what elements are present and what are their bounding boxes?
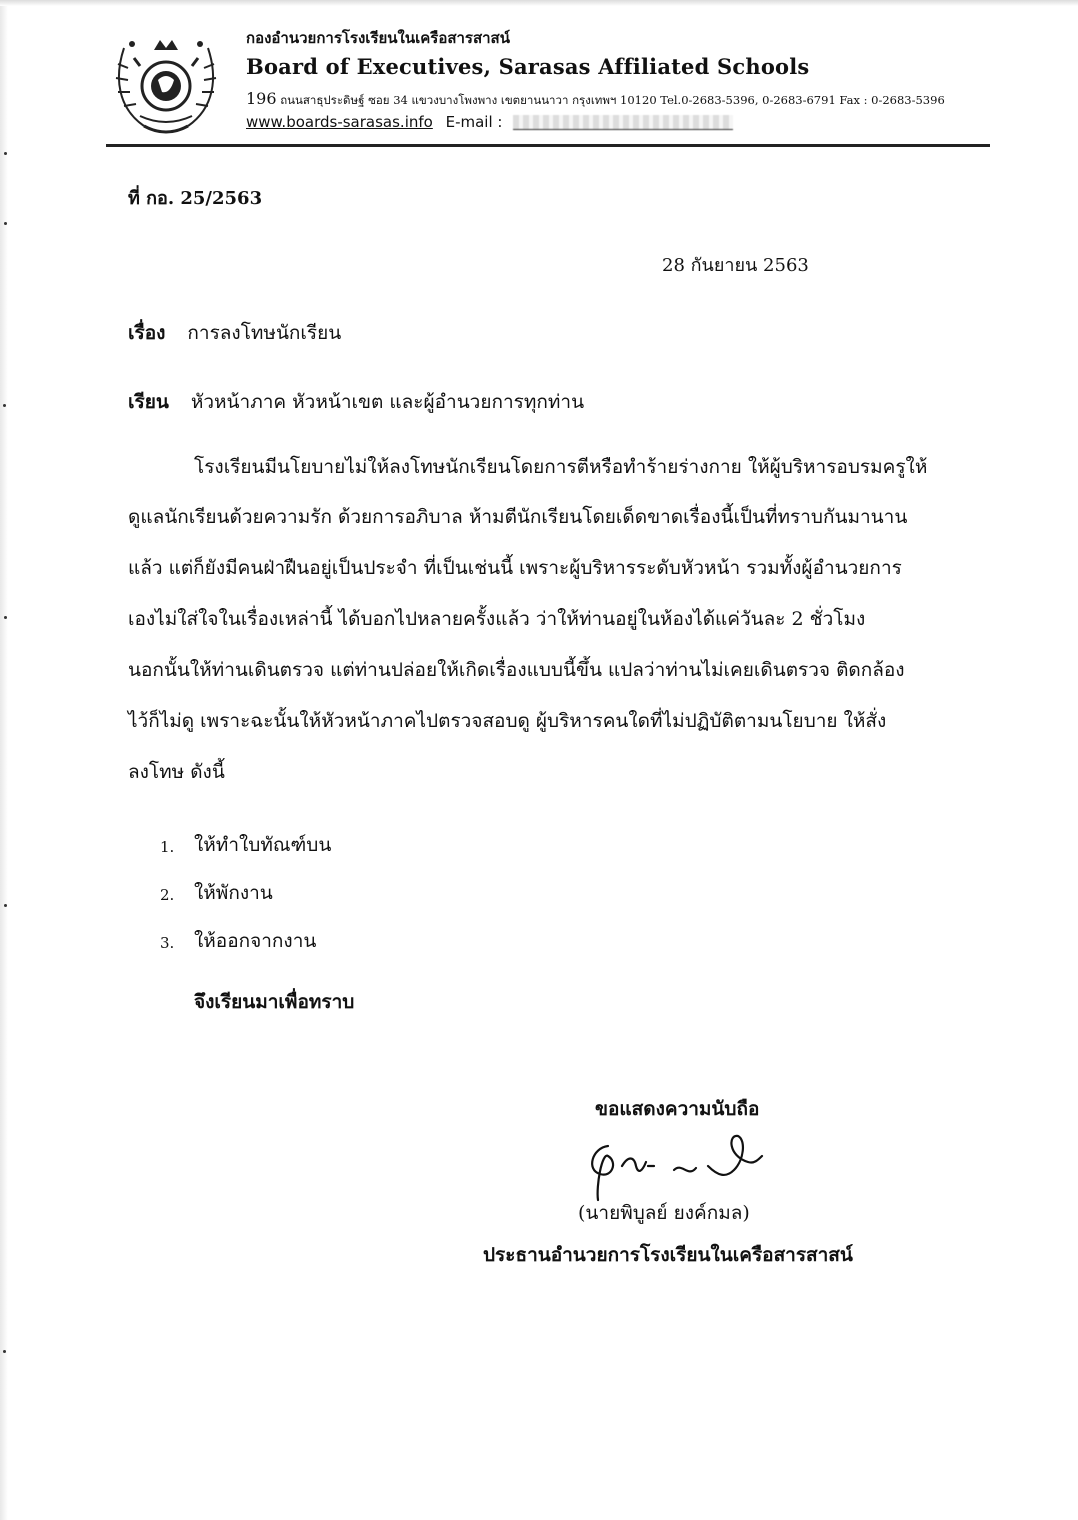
closing-line: จึงเรียนมาเพื่อทราบ [194, 991, 355, 1013]
recipient-label: เรียน [128, 391, 169, 413]
scan-speck [4, 152, 7, 155]
scan-speck [4, 222, 7, 225]
address-number: 196 [246, 89, 277, 108]
list-number: 2. [160, 886, 175, 904]
recipient-text: หัวหน้าภาค หัวหน้าเขต และผู้อำนวยการทุกท่าน [190, 391, 585, 413]
subject-text: การลงโทษนักเรียน [187, 322, 342, 344]
scan-speck [4, 904, 7, 907]
list-number: 1. [160, 838, 175, 856]
list-item: ให้ทำใบทัณฑ์บน [194, 834, 332, 856]
subject-line [128, 318, 341, 348]
list-item: ให้ออกจากงาน [194, 930, 317, 952]
scan-speck [4, 616, 7, 619]
body-line: แล้ว แต่ก็ยังมีคนฝ่าฝืนอยู่เป็นประจำ ที่เป็นเช่นนี้ เพราะผู้บริหารระดับหัวหน้า รวมทั้งผู้อำนวยการ [128, 557, 902, 579]
body-line: เองไม่ใส่ใจในเรื่องเหล่านี้ ได้บอกไปหลายครั้งแล้ว ว่าให้ท่านอยู่ในห้องได้แค่วันละ 2 ชั่วโมง [128, 608, 866, 630]
email-label: E-mail : [445, 113, 503, 131]
address-text: ถนนสาธุประดิษฐ์ ซอย 34 แขวงบางโพงพาง เขตยานนาวา กรุงเทพฯ 10120 Tel.0-2683-5396, 0-2683-6791 Fax : 0-2683-5396 [280, 93, 945, 107]
website-link[interactable]: www.boards-sarasas.info [246, 113, 433, 131]
body-line: ลงโทษ ดังนี้ [128, 761, 225, 783]
scan-speck [3, 1350, 6, 1353]
body-line: ดูแลนักเรียนด้วยความรัก ด้วยการอภิบาล ห้ามตีนักเรียนโดยเด็ดขาดเรื่องนี้เป็นที่ทราบกันมานาน [128, 506, 908, 528]
signer-title: ประธานอำนวยการโรงเรียนในเครือสารสาสน์ [483, 1244, 853, 1266]
scan-speck [3, 404, 6, 407]
document-date: 28 กันยายน 2563 [662, 255, 809, 276]
subject-label: เรื่อง [128, 322, 166, 344]
contact-line [246, 113, 733, 131]
body-line: ไว้ก็ไม่ดู เพราะฉะนั้นให้หัวหน้าภาคไปตรวจสอบดู ผู้บริหารคนใดที่ไม่ปฏิบัติตามนโยบาย ให้สั่ง [128, 710, 887, 732]
regards-line: ขอแสดงความนับถือ [595, 1098, 760, 1120]
scan-top-shadow [0, 0, 1078, 6]
letterhead-divider [106, 144, 990, 147]
email-redacted [513, 115, 733, 130]
recipient-line [128, 387, 584, 417]
org-name-thai: กองอำนวยการโรงเรียนในเครือสารสาสน์ [246, 29, 510, 47]
org-name-english: Board of Executives, Sarasas Affiliated Schools [246, 54, 810, 79]
signer-name: (นายพิบูลย์ ยงค์กมล) [578, 1202, 750, 1224]
handwritten-signature [578, 1126, 778, 1204]
school-crest-logo [104, 28, 228, 140]
list-number: 3. [160, 934, 175, 952]
body-line: โรงเรียนมีนโยบายไม่ให้ลงโทษนักเรียนโดยการตีหรือทำร้ายร่างกาย ให้ผู้บริหารอบรมครูให้ [194, 456, 928, 478]
body-line: นอกนั้นให้ท่านเดินตรวจ แต่ท่านปล่อยให้เกิดเรื่องแบบนี้ขึ้น แปลว่าท่านไม่เคยเดินตรวจ ติดกล้อง [128, 659, 905, 681]
org-address [246, 89, 945, 110]
list-item: ให้พักงาน [194, 882, 273, 904]
scan-edge-shadow [0, 0, 8, 1520]
document-reference: ที่ กอ. 25/2563 [128, 188, 263, 209]
